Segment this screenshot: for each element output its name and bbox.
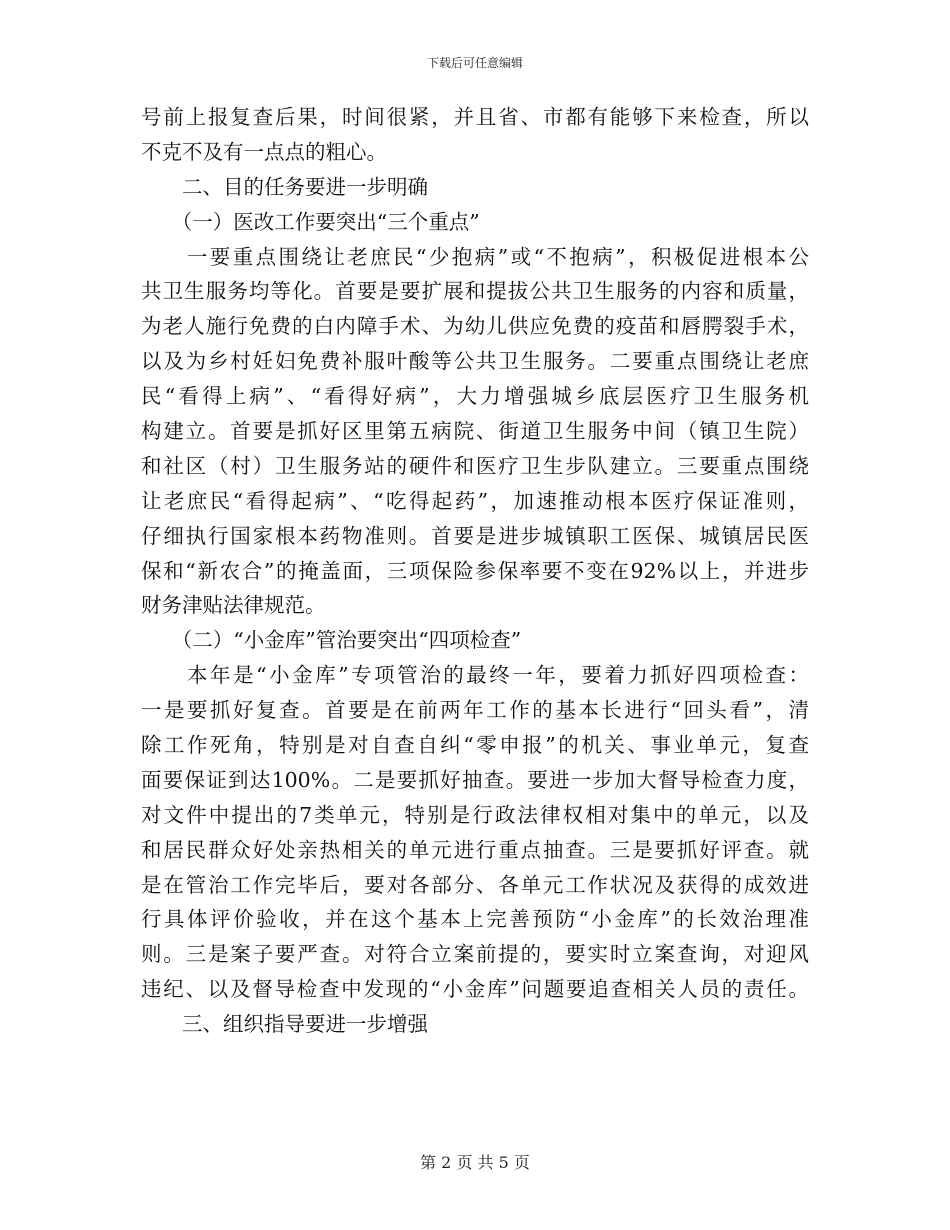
subsection-heading: （一）医改工作要突出“三个重点” <box>141 209 480 234</box>
body-line: 一要重点围绕让老庶民“少抱病”或“不抱病”，积极促进根本公 <box>141 244 809 269</box>
body-line: 民“看得上病”、“看得好病”，大力增强城乡底层医疗卫生服务机 <box>141 384 809 409</box>
body-line: 构建立。首要是抓好区里第五病院、街道卫生服务中间（镇卫生院） <box>141 419 809 444</box>
body-line: 对文件中提出的7类单元，特别是行政法律权相对集中的单元，以及 <box>141 802 809 827</box>
body-line: 为老人施行免费的白内障手术、为幼儿供应免费的疫苗和唇腭裂手术， <box>141 314 809 339</box>
section-heading: 三、组织指导要进一步增强 <box>141 1012 428 1037</box>
body-line: 让老庶民“看得起病”、“吃得起药”，加速推动根本医疗保证准则， <box>141 488 809 513</box>
body-line: 保和“新农合”的掩盖面，三项保险参保率要不变在92%以上，并进步 <box>141 558 809 583</box>
page-header-note: 下载后可任意编辑 <box>426 56 523 70</box>
document-body <box>141 100 809 1042</box>
body-line: 不克不及有一点点的粗心。 <box>141 139 387 164</box>
body-line: 和居民群众好处亲热相关的单元进行重点抽查。三是要抓好评查。就 <box>141 837 809 862</box>
body-line: 本年是“小金库”专项管治的最终一年，要着力抓好四项检查： <box>141 663 809 688</box>
body-line: 违纪、以及督导检查中发现的“小金库”问题要追查相关人员的责任。 <box>141 977 809 1002</box>
body-line: 共卫生服务均等化。首要是要扩展和提拔公共卫生服务的内容和质量， <box>141 279 809 304</box>
body-line: 面要保证到达100%。二是要抓好抽查。要进一步加大督导检查力度， <box>141 767 809 792</box>
body-line: 是在管治工作完毕后，要对各部分、各单元工作状况及获得的成效进 <box>141 872 809 897</box>
body-line: 一是要抓好复查。首要是在前两年工作的基本长进行“回头看”，清 <box>141 698 809 723</box>
body-line: 则。三是案子要严查。对符合立案前提的，要实时立案查询，对迎风 <box>141 942 809 967</box>
body-line: 号前上报复查后果，时间很紧，并且省、市都有能够下来检查，所以 <box>141 105 809 129</box>
body-line: 仔细执行国家根本药物准则。首要是进步城镇职工医保、城镇居民医 <box>141 523 809 548</box>
body-line: 以及为乡村妊妇免费补服叶酸等公共卫生服务。二要重点围绕让老庶 <box>141 349 809 374</box>
body-line: 财务津贴法律规范。 <box>141 593 326 618</box>
page-number-footer: 第 2 页 共 5 页 <box>420 1153 530 1172</box>
body-line: 除工作死角，特别是对自查自纠“零申报”的机关、事业单元，复查 <box>141 733 809 758</box>
body-line: 行具体评价验收，并在这个基本上完善预防“小金库”的长效治理准 <box>141 907 809 932</box>
subsection-heading: （二）“小金库”管治要突出“四项检查” <box>141 628 522 653</box>
body-line: 和社区（村）卫生服务站的硬件和医疗卫生步队建立。三要重点围绕 <box>141 453 809 478</box>
section-heading: 二、目的任务要进一步明确 <box>141 174 428 199</box>
